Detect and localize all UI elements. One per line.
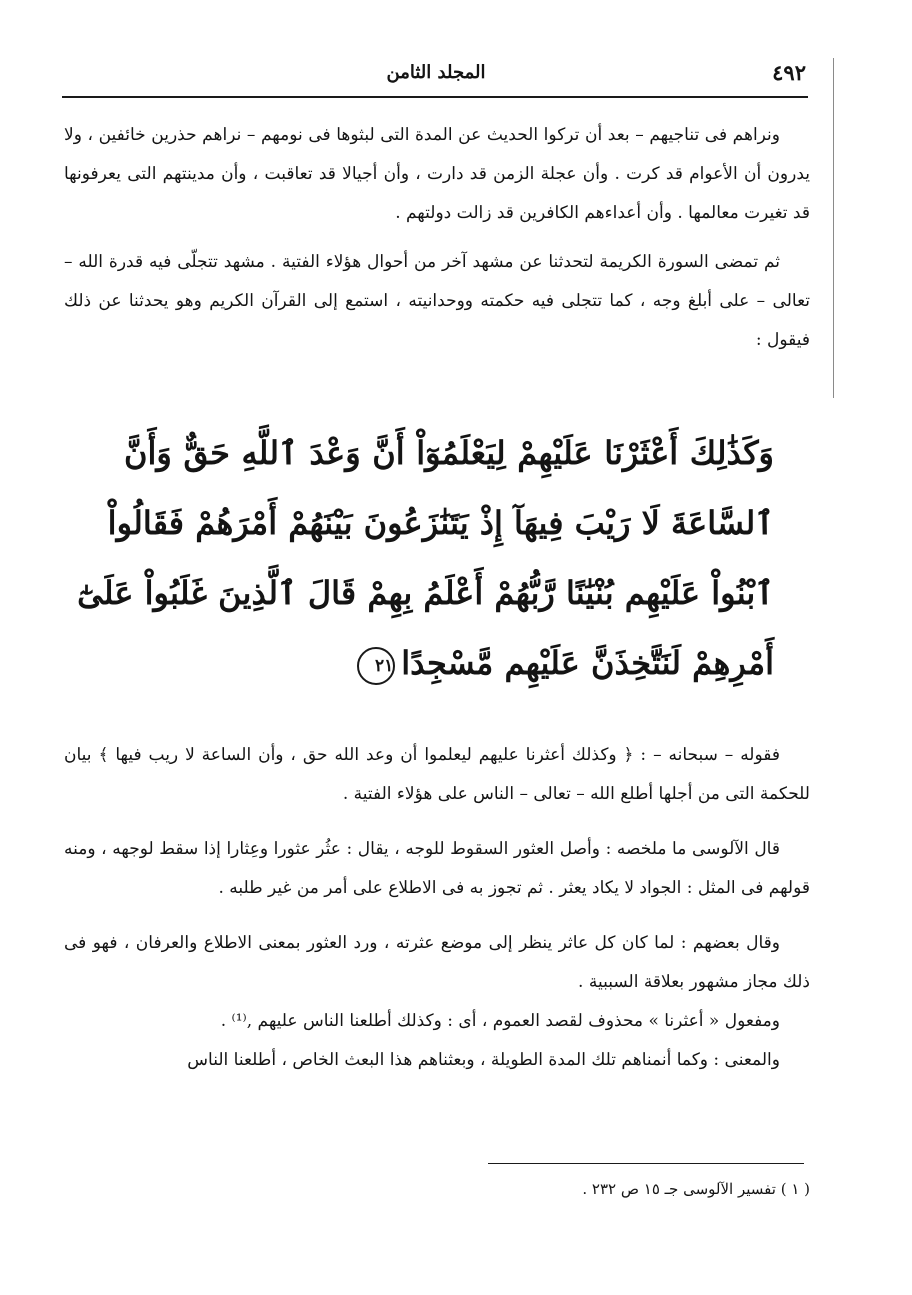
paragraph: ونراهم فى تناجيهم – بعد أن تركوا الحديث عن المدة التى لبثوها فى نومهم – نراهم حذرين خائفين ، ولا يدرون أن الأعوام قد كرت . وأن عجلة الزمن قد دارت ، وأن أجيالا قد تعاقبت ، وأن مدينتهم التى يعرفونها قد تغيرت معالمها . وأن أعداءهم الكافرين قد زالت دولتهم . — [64, 125, 810, 223]
quran-verse-block — [77, 418, 774, 698]
footnote-rule — [488, 1163, 804, 1164]
verse-number-marker: ٢١ — [357, 647, 395, 685]
quran-line — [124, 628, 774, 698]
page-number: ٤٩٢ — [772, 60, 806, 85]
footnote: ( ١ ) تفسير الآلوسى جـ ١٥ ص ٢٣٢ . — [582, 1180, 810, 1198]
paragraph: ومفعول « أعثرنا » محذوف لقصد العموم ، أى : وكذلك أطلعنا الناس عليهم ,⁽¹⁾ . — [220, 1011, 780, 1031]
margin-line — [833, 58, 834, 398]
intro-text — [64, 116, 810, 360]
page-header — [66, 60, 806, 94]
paragraph: قال الآلوسى ما ملخصه : وأصل العثور السقوط للوجه ، يقال : عثُر عثورا وعِثارا إذا سقط لوجهه ، ومنه قولهم فى المثل : الجواد لا يكاد يعثر . ثم تجوز به فى الاطلاع على أمر من غير طلبه . — [64, 839, 810, 898]
volume-title: المجلد الثامن — [386, 62, 486, 83]
quran-line: ٱبْنُواْ عَلَيْهِم بُنْيَٰنًا رَّبُّهُمْ أَعْلَمُ بِهِمْ قَالَ ٱلَّذِينَ غَلَبُواْ عَلَىٰٓ — [77, 574, 774, 612]
paragraph: ثم تمضى السورة الكريمة لتحدثنا عن مشهد آخر من أحوال هؤلاء الفتية . مشهد تتجلّى فيه قدرة الله – تعالى – على أبلغ وجه ، كما تتجلى فيه حكمته ووحدانيته ، استمع إلى القرآن الكريم وهو يحدثنا عن ذلك فيقول : — [64, 252, 810, 350]
quran-line: وَكَذَٰلِكَ أَعْثَرْنَا عَلَيْهِمْ لِيَعْلَمُوٓاْ أَنَّ وَعْدَ ٱللَّهِ حَقٌّ وَأَنَّ — [124, 434, 774, 472]
quran-line: ٱلسَّاعَةَ لَا رَيْبَ فِيهَآ إِذْ يَتَنَٰزَعُونَ بَيْنَهُمْ أَمْرَهُمْ فَقَالُواْ — [107, 504, 774, 542]
paragraph: وقال بعضهم : لما كان كل عاثر ينظر إلى موضع عثرته ، ورد العثور بمعنى الاطلاع والعرفان ، فهو فى ذلك مجاز مشهور بعلاقة السببية . — [64, 933, 810, 992]
header-rule — [62, 96, 808, 98]
commentary-text — [64, 736, 810, 1080]
paragraph: والمعنى : وكما أنمناهم تلك المدة الطويلة ، وبعثناهم هذا البعث الخاص ، أطلعنا الناس — [187, 1050, 780, 1070]
paragraph: فقوله – سبحانه – : ﴿ وكذلك أعثرنا عليهم ليعلموا أن وعد الله حق ، وأن الساعة لا ريب فيها ﴾ بيان للحكمة التى من أجلها أطلع الله – تعالى – الناس على هؤلاء الفتية . — [64, 745, 810, 804]
quran-line-text: أَمْرِهِمْ لَنَتَّخِذَنَّ عَلَيْهِم مَّسْجِدًا — [401, 644, 774, 682]
